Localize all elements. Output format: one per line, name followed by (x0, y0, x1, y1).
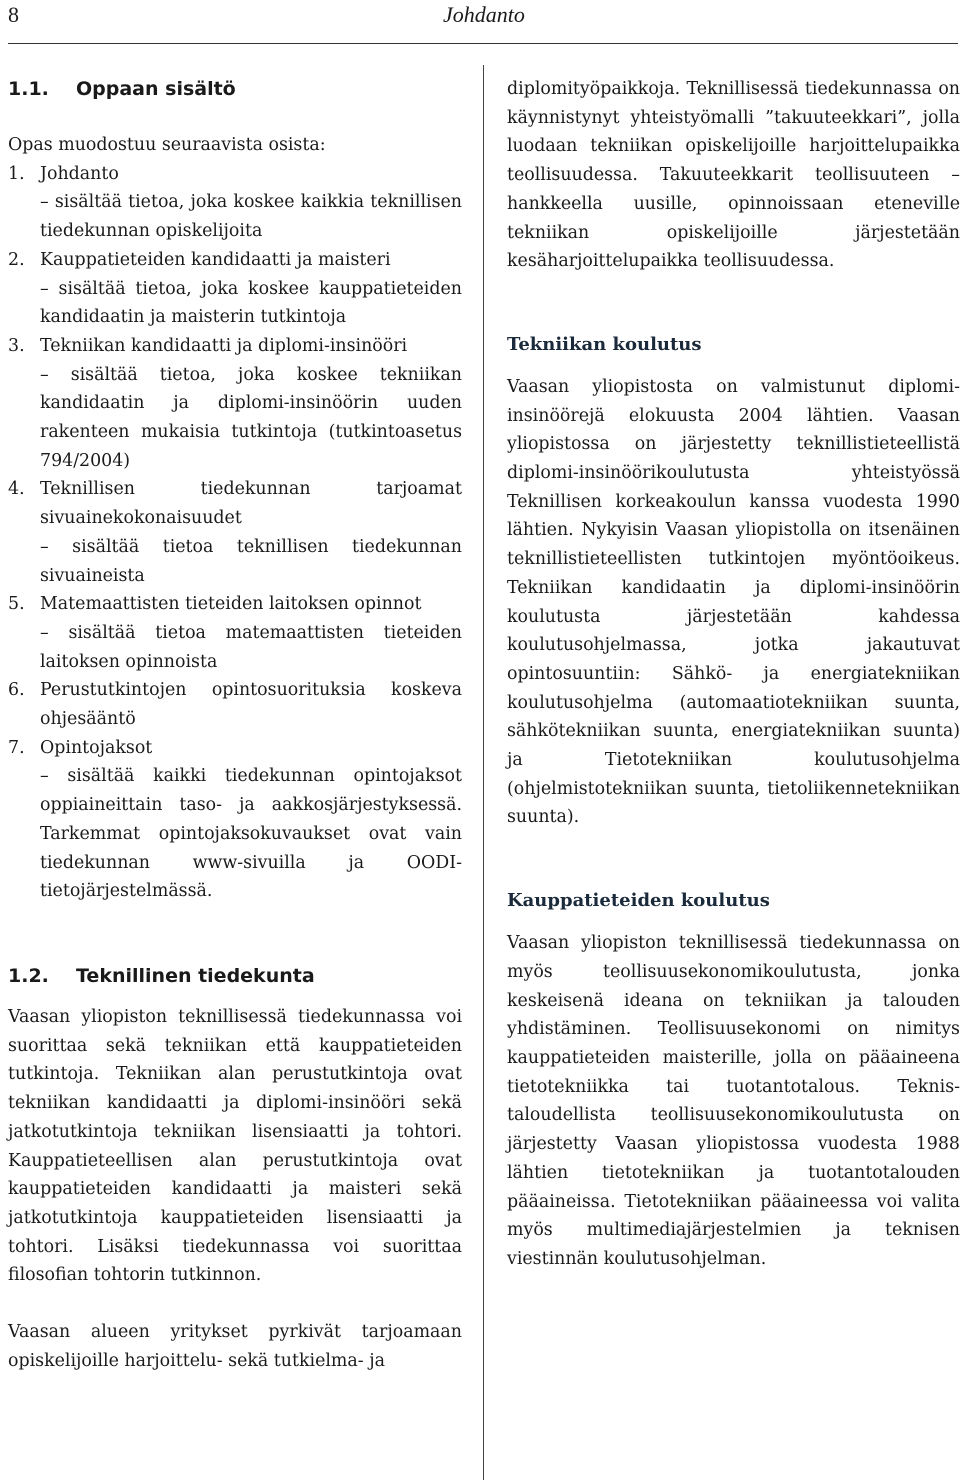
left-column (8, 75, 462, 1375)
item-number: 3. (8, 335, 25, 356)
section-heading-1-1 (8, 75, 462, 104)
item-title: Opintojaksot (40, 737, 153, 758)
faculty-paragraph: Vaasan yliopiston teknillisessä tiedekunnassa voi suorittaa sekä tekniikan että kauppatieteiden tutkintoja. Tekniikan alan perustutkintoja ovat tekniikan kandidaatti ja diplomi-insinööri sekä jatkotutkintoja tekniikan lisensiaatti ja tohtori. Kauppatieteellisen alan perustutkintoja ovat kauppatieteiden kandidaatti ja maisteri sekä jatkotutkintoja kauppatieteiden lisensiaatti ja tohtori. Lisäksi tiedekunnassa voi suorittaa filosofian tohtorin tutkinnon. (8, 1006, 462, 1286)
item-description: – sisältää tietoa, joka koskee tekniikan kandidaatin ja diplomi-insinöörin uuden rakenteen mukaisia tutkintoja (tutkintoasetus 794/2004) (40, 361, 462, 476)
item-number: 7. (8, 737, 25, 758)
section-title: Teknillinen tiedekunta (76, 964, 315, 987)
item-number: 6. (8, 680, 25, 701)
list-item (8, 475, 462, 590)
tekniikan-koulutus-paragraph: Vaasan yliopistosta on valmistunut diplomi-insinöörejä elokuusta 2004 lähtien. Vaasan yliopistossa on järjestetty teknillistieteellistä diplomi-insinöörikoulutusta yhteistyössä Teknillisen korkeakoulun kanssa vuodesta 1990 lähtien. Nykyisin Vaasan yliopistolla on itsenäinen teknillistieteellisten tutkintojen myöntöoikeus. Tekniikan kandidaatin ja diplomi-insinöörin koulutusta järjestetään kahdessa koulutusohjelmassa, jotka jakautuvat opintosuuntiin: Sähkö- ja energiatekniikan koulutusohjelma (automaatiotekniikan suunta, sähkötekniikan suunta, energiatekniikan suunta) ja Tietotekniikan koulutusohjelma (ohjelmistotekniikan suunta, tietoliikennetekniikan suunta). (507, 376, 960, 828)
item-number: 2. (8, 249, 25, 270)
running-title: Johdanto (443, 2, 525, 27)
item-title: Matemaattisten tieteiden laitoksen opinnot (40, 594, 422, 615)
item-description: – sisältää tietoa, joka koskee kauppatieteiden kandidaatin ja maisterin tutkintoja (40, 275, 462, 332)
companies-paragraph-start: Vaasan alueen yritykset pyrkivät tarjoamaan opiskelijoille harjoittelu- sekä tutkielma- ja (8, 1322, 462, 1371)
list-item (8, 734, 462, 906)
item-description: – sisältää tietoa matemaattisten tieteiden laitoksen opinnoista (40, 619, 462, 676)
kauppatieteiden-koulutus-paragraph: Vaasan yliopiston teknillisessä tiedekunnassa on myös teollisuusekonomikoulutusta, jonka keskeisenä ideana on tekniikan ja talouden yhdistäminen. Teollisuusekonomi on nimitys kauppatieteiden maisterille, jolla on pääaineena tietotekniikka tai tuotantotalous. Teknis-taloudellista teollisuusekonomikoulutusta on järjestetty Vaasan yliopistossa vuodesta 1988 lähtien tietotekniikan ja tuotantotalouden pääaineissa. Tietotekniikan pääaineessa voi valita myös multimediajärjestelmien ja teknisen viestinnän koulutusohjelman. (507, 933, 960, 1269)
contents-list (8, 160, 462, 906)
item-number: 1. (8, 163, 25, 184)
section-number: 1.2. (8, 964, 49, 987)
page-header (8, 0, 958, 44)
section-heading-1-2 (8, 962, 462, 991)
item-title: Teknillisen tiedekunnan tarjoamat sivuainekokonaisuudet (40, 479, 462, 529)
page-number: 8 (8, 2, 19, 27)
item-number: 4. (8, 479, 25, 500)
section-number: 1.1. (8, 78, 49, 100)
section-title: Oppaan sisältö (76, 78, 236, 100)
list-item (8, 332, 462, 476)
list-item (8, 676, 462, 733)
list-item (8, 246, 462, 332)
right-column (507, 75, 960, 1274)
list-item (8, 590, 462, 676)
item-title: Tekniikan kandidaatti ja diplomi-insinööri (40, 335, 408, 356)
column-divider (483, 65, 484, 1480)
tekniikan-koulutus-heading: Tekniikan koulutus (507, 333, 702, 355)
item-title: Johdanto (40, 163, 119, 184)
list-item (8, 160, 462, 246)
item-number: 5. (8, 594, 25, 615)
item-description: – sisältää tietoa, joka koskee kaikkia teknillisen tiedekunnan opiskelijoita (40, 188, 462, 245)
item-title: Perustutkintojen opintosuorituksia koskeva ohjesääntö (40, 680, 462, 730)
list-intro: Opas muodostuu seuraavista osista: (8, 135, 326, 155)
companies-paragraph-end: diplomityöpaikkoja. Teknillisessä tiedekunnassa on käynnistynyt yhteistyömalli ”takuuteekkari”, jolla luodaan tekniikan opiskelijoille harjoittelupaikka teollisuudessa. Takuuteekkarit teollisuuteen –hankkeella uusille, opinnoissaan eteneville tekniikan opiskelijoille järjestetään kesäharjoittelupaikka teollisuudessa. (507, 79, 960, 272)
kauppatieteiden-koulutus-heading: Kauppatieteiden koulutus (507, 890, 770, 912)
item-description: – sisältää tietoa teknillisen tiedekunnan sivuaineista (40, 533, 462, 590)
item-title: Kauppatieteiden kandidaatti ja maisteri (40, 249, 391, 270)
item-description: – sisältää kaikki tiedekunnan opintojaksot oppiaineittain taso- ja aakkosjärjestyksessä. Tarkemmat opintojaksokuvaukset ovat vain tiedekunnan www-sivuilla ja OODI-tietojärjestelmässä. (40, 762, 462, 906)
